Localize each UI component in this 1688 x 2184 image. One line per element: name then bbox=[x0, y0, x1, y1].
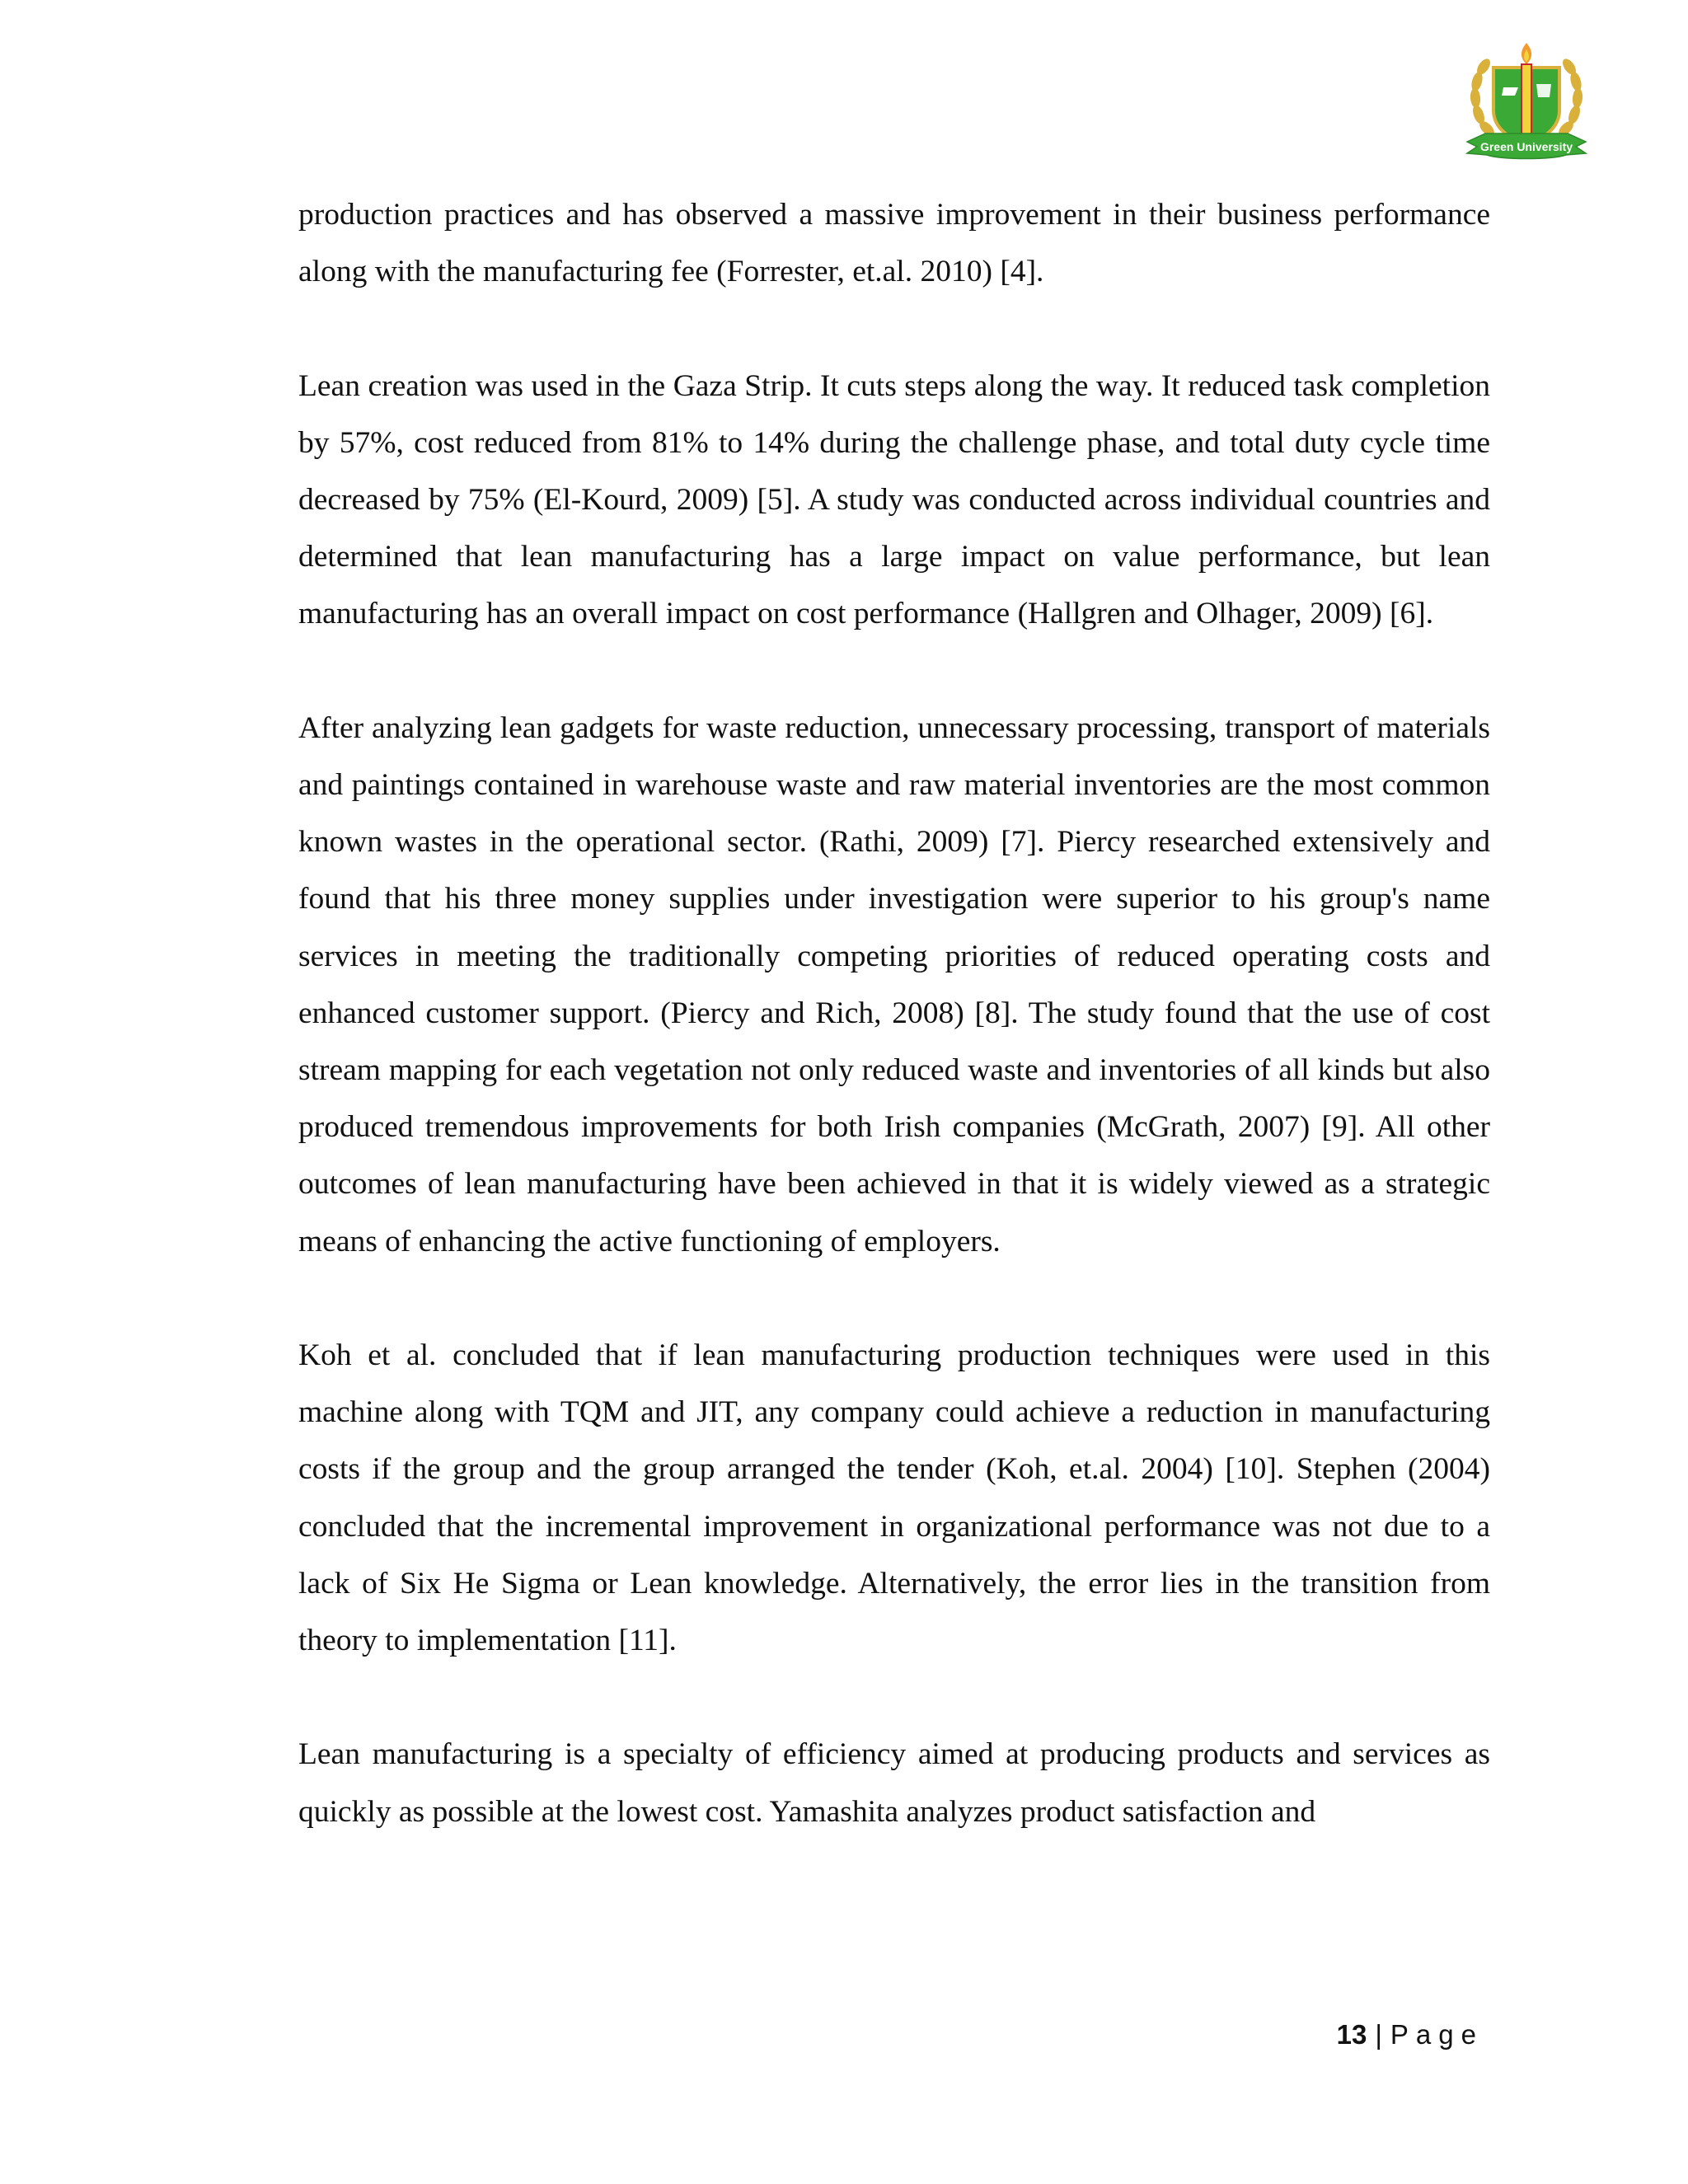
page-number: 13 bbox=[1336, 2019, 1367, 2050]
green-university-crest-icon bbox=[1461, 36, 1592, 168]
paragraph-4: Koh et al. concluded that if lean manufacturing production techniques were used in this machine along with TQM and JIT, any company could achieve a reduction in manufacturing costs if the group and the group arranged the tender (Koh, et.al. 2004) [10]. Stephen (2004) concluded that the incremental improvement in organizational performance was not due to a lack of Six He Sigma or Lean knowledge. Alternatively, the error lies in the transition from theory to implementation [11]. bbox=[298, 1338, 1490, 1658]
logo-text: Green University bbox=[1479, 140, 1573, 153]
page-label: Page bbox=[1390, 2019, 1484, 2050]
paragraph-1: production practices and has observed a massive improvement in their business performance along with the manufacturing fee (Forrester, et.al. 2010) [4]. bbox=[298, 198, 1490, 289]
footer-separator: | bbox=[1375, 2019, 1382, 2050]
university-logo bbox=[1461, 36, 1592, 168]
paragraph-2: Lean creation was used in the Gaza Strip. It cuts steps along the way. It reduced task completion by 57%, cost reduced from 81% to 14% during the challenge phase, and total duty cycle time decreased by 75% (El-Kourd, 2009) [5]. A study was conducted across individual countries and determined that lean manufacturing has a large impact on value performance, but lean manufacturing has an overall impact on cost performance (Hallgren and Olhager, 2009) [6]. bbox=[298, 368, 1490, 631]
page-footer bbox=[1337, 2019, 1484, 2050]
document-body bbox=[298, 186, 1490, 1897]
paragraph-3: After analyzing lean gadgets for waste reduction, unnecessary processing, transport of materials and paintings contained in warehouse waste and raw material inventories are the most common known wastes in the operational sector. (Rathi, 2009) [7]. Piercy researched extensively and found that his three money supplies under investigation were superior to his group's name services in meeting the traditionally competing priorities of reduced operating costs and enhanced customer support. (Piercy and Rich, 2008) [8]. The study found that the use of cost stream mapping for each vegetation not only reduced waste and inventories of all kinds but also produced tremendous improvements for both Irish companies (McGrath, 2007) [9]. All other outcomes of lean manufacturing have been achieved in that it is widely viewed as a strategic means of enhancing the active functioning of employers. bbox=[298, 710, 1490, 1258]
paragraph-5: Lean manufacturing is a specialty of efficiency aimed at producing products and services as quickly as possible at the lowest cost. Yamashita analyzes product satisfaction and bbox=[298, 1737, 1490, 1829]
